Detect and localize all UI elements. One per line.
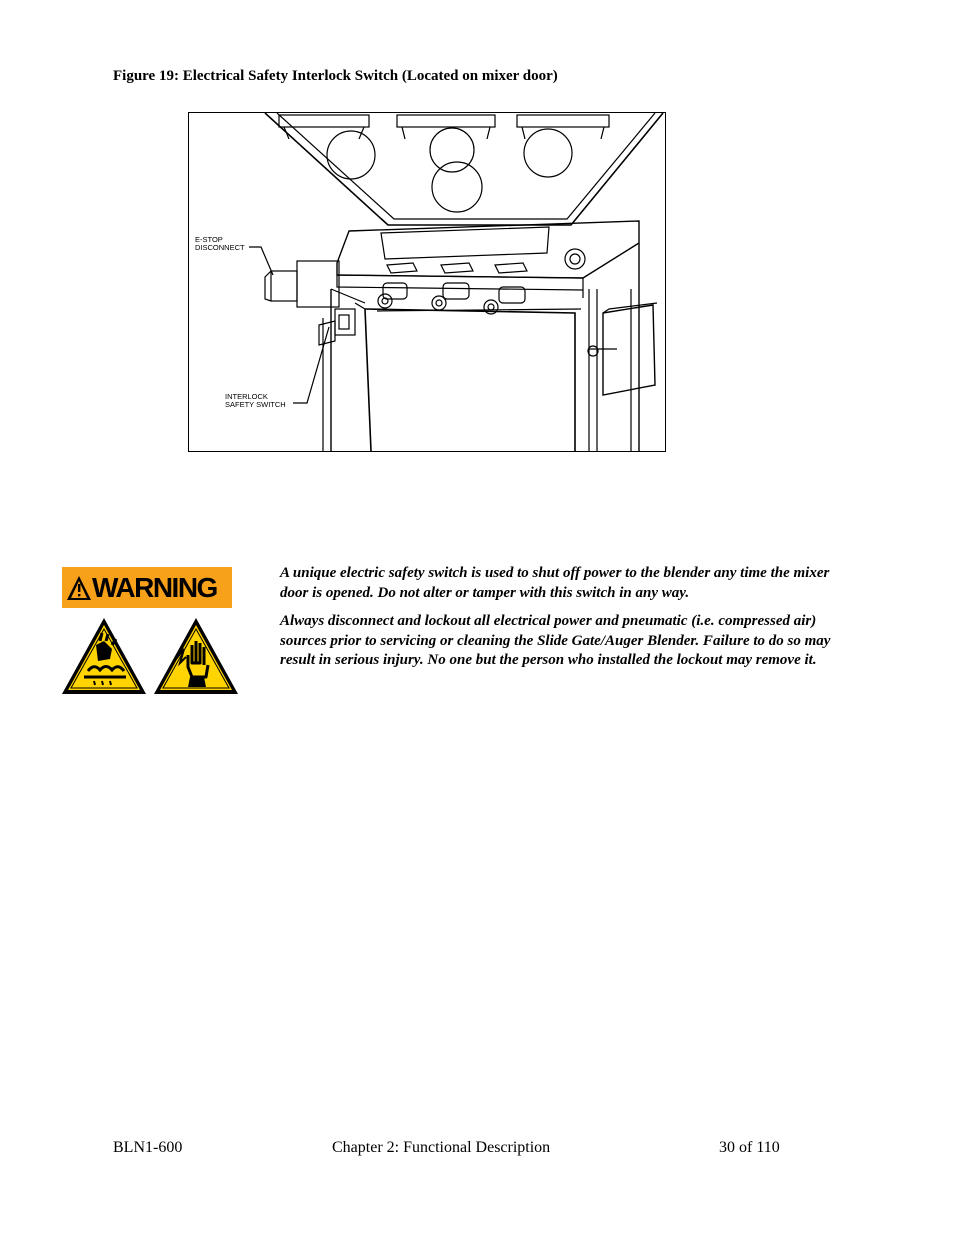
warning-paragraph-1: A unique electric safety switch is used to shut off power to the blender any time the mixer door is opened. Do not alter or tamper with this switch in any way.	[280, 565, 830, 601]
footer-chapter: Chapter 2: Functional Description	[332, 1139, 551, 1156]
blender-figure	[188, 112, 666, 452]
warning-text	[280, 564, 850, 680]
warning-triangle-icon	[67, 576, 91, 600]
interlock-label-line2: SAFETY SWITCH	[225, 400, 286, 409]
hand-crush-hazard-icon	[60, 615, 148, 697]
electric-shock-hazard-icon	[152, 615, 240, 697]
warning-paragraph-2: Always disconnect and lockout all electrical power and pneumatic (i.e. compressed air) sources prior to servicing or cleaning the Slide Gate/Auger Blender. Failure to do so may result in serious injury. No one but the person who installed the lockout may remove it.	[280, 613, 831, 668]
figure-caption: Figure 19: Electrical Safety Interlock Switch (Located on mixer door)	[113, 68, 558, 84]
warning-banner	[62, 567, 232, 608]
estop-label-line1: E-STOP	[195, 235, 223, 244]
warning-banner-text: WARNING	[92, 572, 217, 603]
footer-doc-id: BLN1-600	[113, 1139, 183, 1156]
footer-page-number: 30 of 110	[719, 1139, 780, 1156]
warning-graphics	[62, 567, 238, 699]
estop-label-line2: DISCONNECT	[195, 243, 245, 252]
interlock-label-line1: INTERLOCK	[225, 392, 268, 401]
